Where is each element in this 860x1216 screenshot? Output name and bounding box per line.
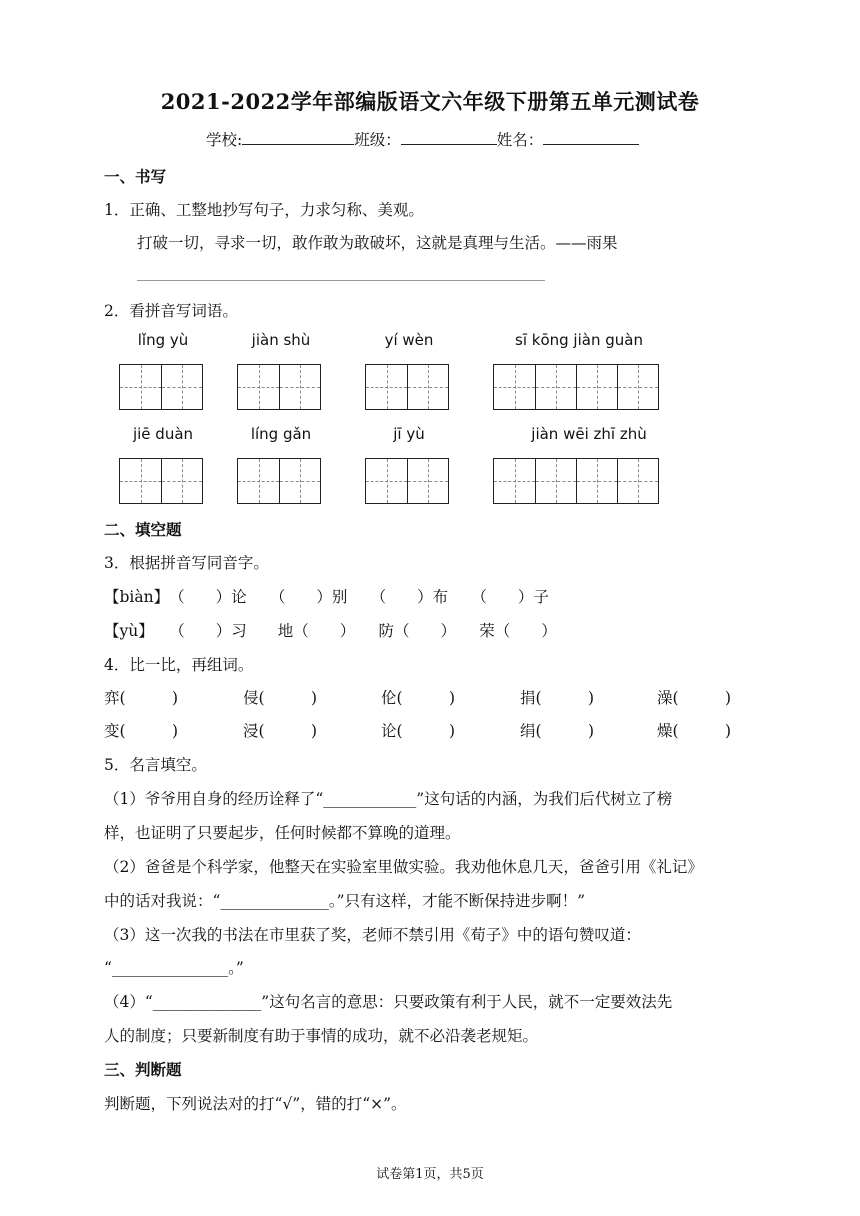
writing-grid[interactable] [365, 458, 449, 504]
grid-cell[interactable] [279, 365, 320, 409]
school-field[interactable] [242, 128, 354, 145]
grid-cell[interactable] [617, 365, 658, 409]
grid-cell[interactable] [494, 365, 535, 409]
writing-grid[interactable] [365, 364, 449, 410]
writing-grid[interactable] [493, 364, 659, 410]
grid-cell[interactable] [120, 459, 161, 503]
writing-grid[interactable] [119, 458, 203, 504]
compare-word-item: 浸( ) [243, 722, 318, 740]
grid-cell[interactable] [238, 459, 279, 503]
judge-instructions: 判断题，下列说法对的打“√”，错的打“×”。 [104, 1095, 407, 1113]
quote-fill-4-line2: 人的制度；只要新制度有助于事情的成功，就不必沿袭老规矩。 [104, 1027, 539, 1045]
question-3-stem: 3．根据拼音写同音字。 [104, 554, 269, 572]
school-label: 学校: [206, 131, 243, 149]
pinyin-label: jiàn wēi zhī zhù [531, 425, 647, 443]
student-info-row [206, 128, 639, 150]
pinyin-label: lǐng yù [137, 331, 189, 349]
quote-fill-4-line1: （4）“______________”这句名言的意思：只要政策有利于人民，就不一定要效法先 [104, 993, 673, 1011]
compare-word-item: 绢( ) [520, 722, 595, 740]
compare-word-item: 伦( ) [381, 689, 456, 707]
quote-fill-1-line1: （1）爷爷用自身的经历诠释了“____________”这句话的内涵，为我们后代树立了榜 [104, 790, 673, 808]
compare-word-item: 变( ) [104, 722, 179, 740]
pinyin-label: líng gǎn [250, 425, 312, 443]
grid-cell[interactable] [576, 459, 617, 503]
name-field[interactable] [543, 128, 639, 145]
compare-word-item: 燥( ) [657, 722, 732, 740]
grid-cell[interactable] [366, 459, 407, 503]
page-title: 2021-2022学年部编版语文六年级下册第五单元测试卷 [160, 89, 700, 114]
compare-word-item: 论( ) [381, 722, 456, 740]
question-1-stem: 1．正确、工整地抄写句子，力求匀称、美观。 [104, 201, 424, 219]
grid-cell[interactable] [161, 459, 202, 503]
section-heading-judge: 三、判断题 [104, 1060, 182, 1079]
compare-word-item: 捐( ) [520, 689, 595, 707]
question-3-line-bian: 【biàn】 （ ）论 （ ）别 （ ）布 （ ）子 [104, 588, 549, 606]
compare-word-item: 弈( ) [104, 689, 179, 707]
writing-grid[interactable] [493, 458, 659, 504]
writing-grid[interactable] [237, 458, 321, 504]
quote-fill-3-line2: “_______________。” [104, 959, 244, 977]
grid-cell[interactable] [535, 365, 576, 409]
pinyin-label: jiàn shù [251, 331, 311, 349]
question-3-line-yu: 【yù】 （ ）习 地（ ） 防（ ） 荣（ ） [104, 622, 557, 640]
quote-fill-1-line2: 样，也证明了只要起步，任何时候都不算晚的道理。 [104, 824, 461, 842]
section-heading-writing: 一、书写 [104, 167, 167, 186]
name-label: 姓名： [496, 131, 544, 149]
compare-word-item: 澡( ) [657, 689, 732, 707]
grid-cell[interactable] [366, 365, 407, 409]
copy-writing-line[interactable] [137, 280, 545, 281]
section-heading-fill: 二、填空题 [104, 520, 182, 539]
class-label: 班级： [354, 131, 401, 149]
grid-cell[interactable] [407, 365, 448, 409]
question-1-sentence: 打破一切，寻求一切，敢作敢为敢破坏，这就是真理与生活。——雨果 [137, 234, 618, 252]
page-footer: 试卷第1页，共5页 [376, 1167, 484, 1182]
question-5-stem: 5．名言填空。 [104, 756, 207, 774]
grid-cell[interactable] [238, 365, 279, 409]
class-field[interactable] [401, 128, 497, 145]
compare-word-item: 侵( ) [243, 689, 318, 707]
question-2-stem: 2．看拼音写词语。 [104, 302, 238, 320]
pinyin-label: yí wèn [384, 331, 434, 349]
writing-grid[interactable] [237, 364, 321, 410]
pinyin-label: jiē duàn [132, 425, 194, 443]
quote-fill-3-line1: （3）这一次我的书法在市里获了奖，老师不禁引用《荀子》中的语句赞叹道： [104, 926, 641, 944]
grid-cell[interactable] [535, 459, 576, 503]
grid-cell[interactable] [120, 365, 161, 409]
quote-fill-2-line1: （2）爸爸是个科学家，他整天在实验室里做实验。我劝他休息几天，爸爸引用《礼记》 [104, 858, 703, 876]
question-4-stem: 4．比一比，再组词。 [104, 656, 254, 674]
grid-cell[interactable] [494, 459, 535, 503]
grid-cell[interactable] [161, 365, 202, 409]
grid-cell[interactable] [576, 365, 617, 409]
pinyin-label: sī kōng jiàn guàn [515, 331, 643, 349]
grid-cell[interactable] [407, 459, 448, 503]
pinyin-label: jī yù [393, 425, 425, 443]
writing-grid[interactable] [119, 364, 203, 410]
grid-cell[interactable] [617, 459, 658, 503]
grid-cell[interactable] [279, 459, 320, 503]
quote-fill-2-line2: 中的话对我说：“______________。”只有这样，才能不断保持进步啊！” [104, 892, 586, 910]
